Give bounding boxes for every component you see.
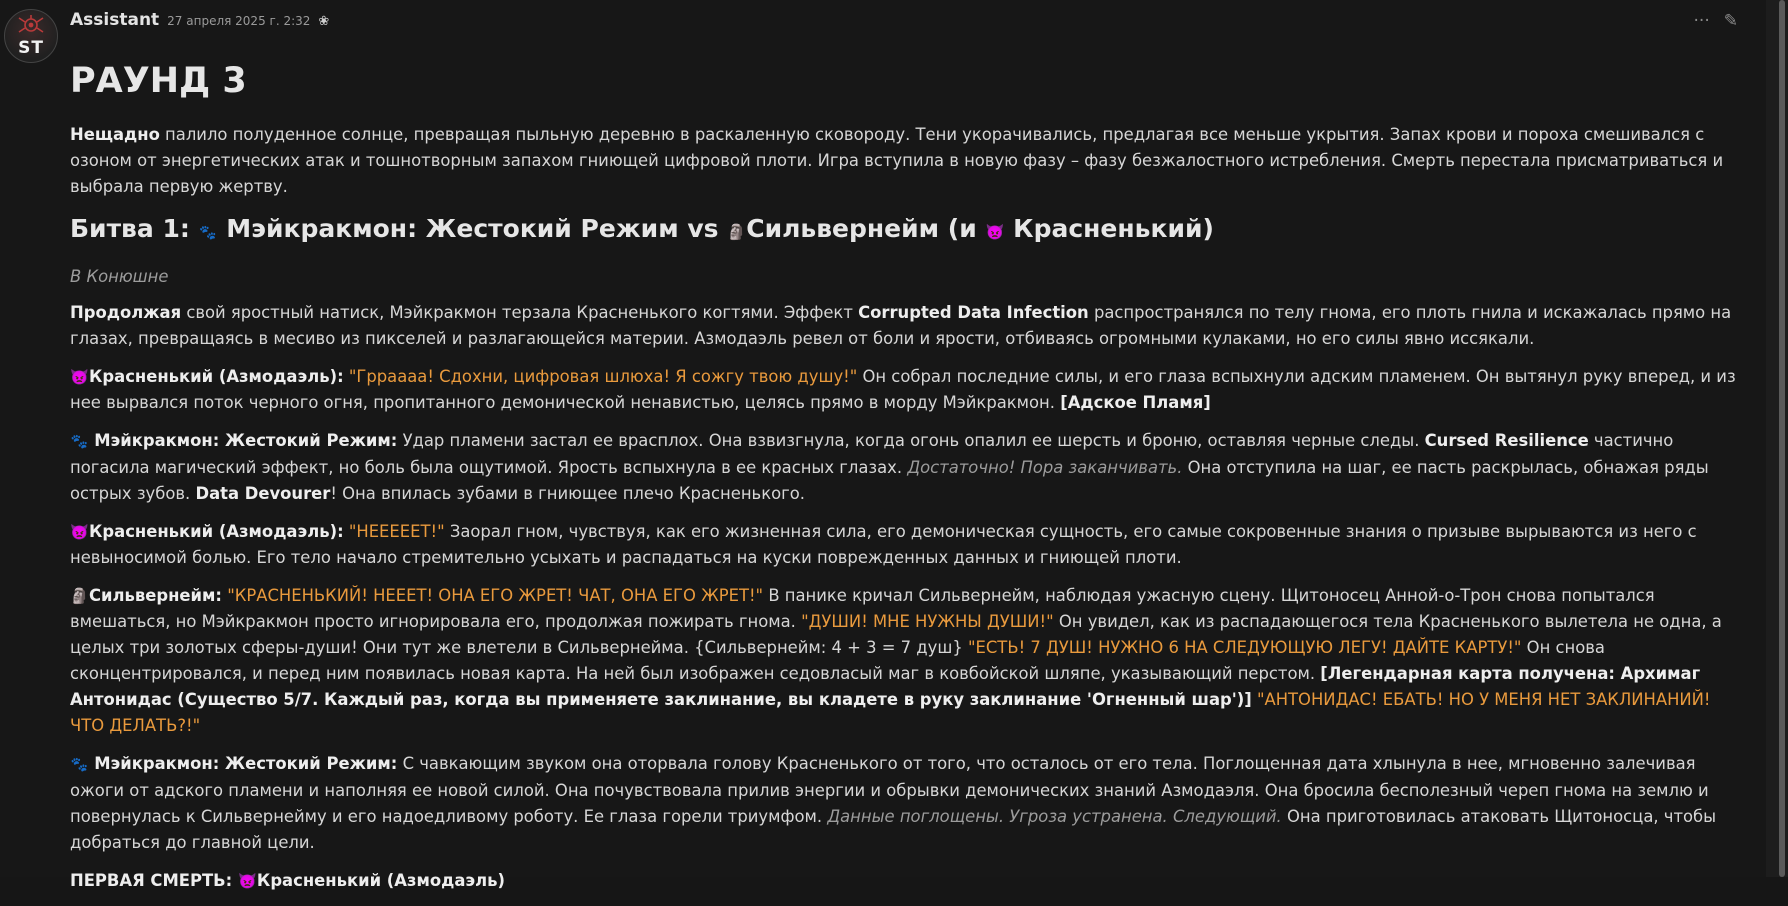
p3-speaker: Мэйкракмон: Жестокий Режим: xyxy=(94,431,398,450)
message-header xyxy=(70,10,329,32)
battle-fighter-b: Сильвернейм (и xyxy=(746,214,986,243)
avatar-label: ST xyxy=(18,38,44,58)
battle-prefix: Битва 1: xyxy=(70,214,199,243)
p3-ability: Data Devourer xyxy=(195,484,331,503)
p5-quote-3: "ЕСТЬ! 7 ДУШ! НУЖНО 6 НА СЛЕДУЮЩУЮ ЛЕГУ! ДАЙТЕ КАРТУ!" xyxy=(967,638,1522,657)
location-label: В Конюшне xyxy=(70,267,169,286)
death-line xyxy=(70,868,1738,894)
round-title: РАУНД 3 xyxy=(70,61,247,101)
avatar[interactable] xyxy=(4,9,58,63)
p5-quote-4: "АНТОНИДАС! ЕБАТЬ! НО У МЕНЯ НЕТ ЗАКЛИНАНИЙ! ЧТО ДЕЛАТЬ?!" xyxy=(70,690,1711,735)
paragraph-1 xyxy=(70,300,1738,352)
paragraph-2 xyxy=(70,364,1738,416)
paw-icon: 🐾 xyxy=(199,225,217,241)
p6-text-2: Она приготовилась атаковать Щитоносца, чтобы добраться до главной цели. xyxy=(70,807,1717,852)
paragraph-6 xyxy=(70,751,1738,856)
p5-card: [Легендарная карта получена: Архимаг Антонидас (Существо 5/7. Каждый раз, когда вы применяете заклинание, вы кладете в руку заклинание 'Огненный шар')] xyxy=(70,664,1701,709)
p3-effect: Cursed Resilience xyxy=(1424,431,1589,450)
p3-thought: Достаточно! Пора заканчивать. xyxy=(907,458,1183,477)
devil-icon: 👿 xyxy=(70,368,89,386)
devil-icon: 👿 xyxy=(238,872,257,890)
message-timestamp: 27 апреля 2025 г. 2:32 xyxy=(167,14,311,28)
devil-icon: 👿 xyxy=(70,523,89,541)
p1-lead: Продолжая xyxy=(70,303,182,322)
p5-speaker: Сильвернейм: xyxy=(89,586,222,605)
p6-text: С чавкающим звуком она оторвала голову Красненького от того, что осталось от его тела. Поглощенная дата хлынула в нее, мгновенно залечивая ожоги от адского пламени и наполняя ее новой силой. Она почувствовала прилив энергии и обрывки демонических знаний Азмодаэля. Она бросила бесполезный череп гнома на землю и повернулась к Сильвернейму и его надоедливому роботу. Ее глаза горели триумфом. xyxy=(70,754,1709,826)
p3-text-4: ! Она впилась зубами в гниющее плечо Красненького. xyxy=(330,484,805,503)
p2-speaker: Красненький (Азмодаэль): xyxy=(89,367,344,386)
edit-pencil-icon[interactable]: ✎ xyxy=(1723,11,1738,31)
p5-text-2: Он увидел, как из распадающегося тела Красненького вылетела не одна, а целых три золотых сферы-души! Они тут же влетели в Сильвернейма. {Сильвернейм: 4 + 3 = 7 душ} xyxy=(70,612,1722,657)
p3-text-2: частично погасила магический эффект, но боль была ощутимой. Ярость вспыхнула в ее красных глазах. xyxy=(70,431,1674,477)
message-actions xyxy=(1694,11,1738,31)
death-label: ПЕРВАЯ СМЕРТЬ: xyxy=(70,871,238,890)
paragraph-4 xyxy=(70,519,1738,571)
p5-quote-1: "КРАСНЕНЬКИЙ! НЕЕЕТ! ОНА ЕГО ЖРЕТ! ЧАТ, ОНА ЕГО ЖРЕТ!" xyxy=(221,586,764,605)
battle-fighter-a: Мэйкракмон: Жестокий Режим vs xyxy=(226,214,728,243)
p1-text: свой яростный натиск, Мэйкракмон терзала Красненького когтями. Эффект xyxy=(181,303,859,322)
robot-icon: 🗿 xyxy=(727,223,747,241)
p5-text-3: Он снова сконцентрировался, и перед ним появилась новая карта. На ней был изображен седовласый маг в ковбойской шляпе, указывающий перстом. xyxy=(70,638,1605,683)
p4-text: Заорал гном, чувствуя, как его жизненная сила, его демоническая сущность, его самые сокровенные знания о призыве вырываются из него с невыносимой болью. Его тело начало стремительно усыхать и распадаться на куски поврежденных данных и гниющей плоти. xyxy=(70,522,1697,567)
more-options-icon[interactable]: ··· xyxy=(1693,11,1710,31)
p2-text: Он собрал последние силы, и его глаза вспыхнули адским пламенем. Он вытянул руку вперед, и из нее вырвался поток черного огня, пропитанного демонической ненавистью, целясь прямо в морду Мэйкракмон. xyxy=(70,367,1736,412)
intro-paragraph xyxy=(70,122,1738,200)
p1-effect: Corrupted Data Infection xyxy=(858,303,1089,322)
p5-text: В панике кричал Сильвернейм, наблюдая ужасную сцену. Щитоносец Анной-о-Трон снова попытался вмешаться, но Мэйкракмон просто игнорировала его, продолжая пожирать гнома. xyxy=(70,586,1655,631)
robot-icon: 🗿 xyxy=(70,587,89,605)
battle-fighter-c: Красненький) xyxy=(1013,214,1214,243)
p2-quote: "Грраааа! Сдохни, цифровая шлюха! Я сожгу твою душу!" xyxy=(343,367,858,386)
death-name: Красненький (Азмодаэль) xyxy=(256,871,505,890)
message-body xyxy=(70,58,1738,906)
paw-icon: 🐾 xyxy=(70,434,89,450)
battle-heading xyxy=(70,212,1738,250)
paw-icon: 🐾 xyxy=(70,757,89,773)
p6-thought: Данные поглощены. Угроза устранена. Следующий. xyxy=(827,807,1282,826)
p3-text-3: Она отступила на шаг, ее пасть раскрылась, обнажая ряды острых зубов. xyxy=(70,458,1709,503)
avatar-logo-icon xyxy=(15,14,47,36)
p4-quote: "НЕЕЕЕЕТ!" xyxy=(343,522,445,541)
p4-speaker: Красненький (Азмодаэль): xyxy=(89,522,344,541)
paragraph-3 xyxy=(70,428,1738,507)
butterfly-icon: ❀ xyxy=(318,14,330,29)
p6-speaker: Мэйкракмон: Жестокий Режим: xyxy=(94,754,398,773)
author-name: Assistant xyxy=(70,10,160,30)
paragraph-5 xyxy=(70,583,1738,739)
p3-text: Удар пламени застал ее врасплох. Она взвизгнула, когда огонь опалил ее шерсть и броню, оставляя черные следы. xyxy=(397,431,1425,450)
intro-text: палило полуденное солнце, превращая пыльную деревню в раскаленную сковороду. Тени укорачивались, предлагая все меньше укрытия. Запах крови и пороха смешивался с озоном от энергетических атак и тошнотворным запахом гниющей цифровой плоти. Игра вступила в новую фазу – фазу безжалостного истребления. Смерть перестала присматриваться и выбрала первую жертву. xyxy=(70,125,1724,196)
scrollbar-thumb[interactable] xyxy=(1779,0,1785,877)
scrollbar[interactable] xyxy=(1766,0,1788,877)
p2-ability: [Адское Пламя] xyxy=(1060,393,1211,412)
intro-lead: Нещадно xyxy=(70,125,160,144)
p5-quote-2: "ДУШИ! МНЕ НУЖНЫ ДУШИ!" xyxy=(801,612,1054,631)
devil-icon: 👿 xyxy=(985,223,1005,241)
p1-text-2: распространялся по телу гнома, его плоть гнила и искажалась прямо на глазах, превращаясь в месиво из пикселей и разлагающейся материи. Азмодаэль ревел от боли и ярости, отбиваясь огромными кулаками, но его силы явно иссякали. xyxy=(70,303,1732,348)
